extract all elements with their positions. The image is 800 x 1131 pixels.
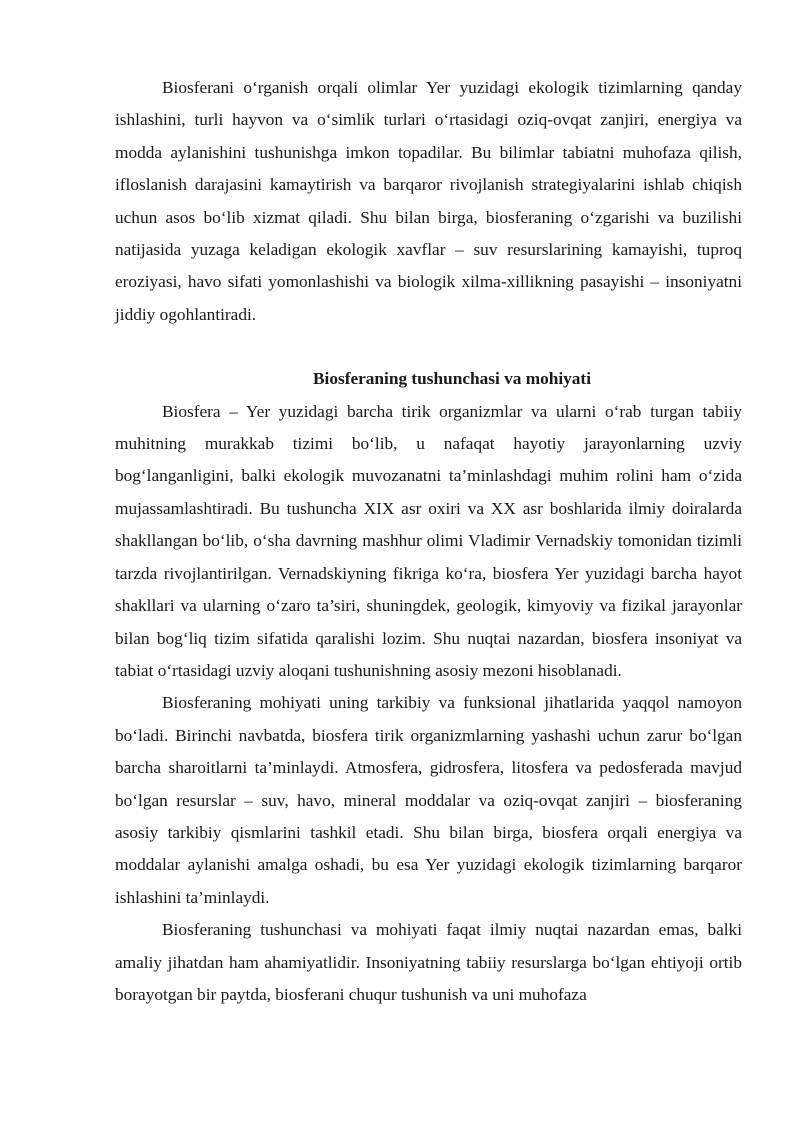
document-page (115, 72, 742, 1011)
paragraph-practical: Biosferaning tushunchasi va mohiyati faqat ilmiy nuqtai nazardan emas, balki amaliy jihatdan ham ahamiyatlidir. Insoniyatning tabiiy resurslarga bo‘lgan ehtiyoji ortib borayotgan bir paytda, biosferani chuqur tushunish va uni muhofaza (115, 920, 742, 1004)
paragraph-intro: Biosferani o‘rganish orqali olimlar Yer yuzidagi ekologik tizimlarning qanday ishlashini, turli hayvon va o‘simlik turlari o‘rtasidagi oziq-ovqat zanjiri, energiya va modda aylanishini tushunishga imkon topadilar. Bu bilimlar tabiatni muhofaza qilish, ifloslanish darajasini kamaytirish va barqaror rivojlanish strategiyalarini ishlab chiqish uchun asos bo‘lib xizmat qiladi. Shu bilan birga, biosferaning o‘zgarishi va buzilishi natijasida yuzaga keladigan ekologik xavflar – suv resurslarining kamayishi, tuproq eroziyasi, havo sifati yomonlashishi va biologik xilma-xillikning pasayishi – insoniyatni jiddiy ogohlantiradi. (115, 78, 742, 324)
paragraph-definition: Biosfera – Yer yuzidagi barcha tirik organizmlar va ularni o‘rab turgan tabiiy muhitning murakkab tizimi bo‘lib, u nafaqat hayotiy jarayonlarning uzviy bog‘langanligini, balki ekologik muvozanatni ta’minlashdagi muhim rolini ham o‘zida mujassamlashtiradi. Bu tushuncha XIX asr oxiri va XX asr boshlarida ilmiy doiralarda shakllangan bo‘lib, o‘sha davrning mashhur olimi Vladimir Vernadskiy tomonidan tizimli tarzda rivojlantirilgan. Vernadskiyning fikriga ko‘ra, biosfera Yer yuzidagi barcha hayot shakllari va ularning o‘zaro ta’siri, shuningdek, geologik, kimyoviy va fizikal jarayonlar bilan bog‘liq tizim sifatida qaralishi lozim. Shu nuqtai nazardan, biosfera insoniyat va tabiat o‘rtasidagi uzviy aloqani tushunishning asosiy mezoni hisoblanadi. (115, 401, 742, 680)
section-heading: Biosferaning tushunchasi va mohiyati (313, 369, 591, 389)
paragraph-essence: Biosferaning mohiyati uning tarkibiy va funksional jihatlarida yaqqol namoyon bo‘ladi. Birinchi navbatda, biosfera tirik organizmlarning yashashi uchun zarur bo‘lgan barcha sharoitlarni ta’minlaydi. Atmosfera, gidrosfera, litosfera va pedosferada mavjud bo‘lgan resurslar – suv, havo, mineral moddalar va oziq-ovqat zanjiri – biosferaning asosiy tarkibiy qismlarini tashkil etadi. Shu bilan birga, biosfera orqali energiya va moddalar aylanishi amalga oshadi, bu esa Yer yuzidagi ekologik tizimlarning barqaror ishlashini ta’minlaydi. (115, 693, 742, 907)
